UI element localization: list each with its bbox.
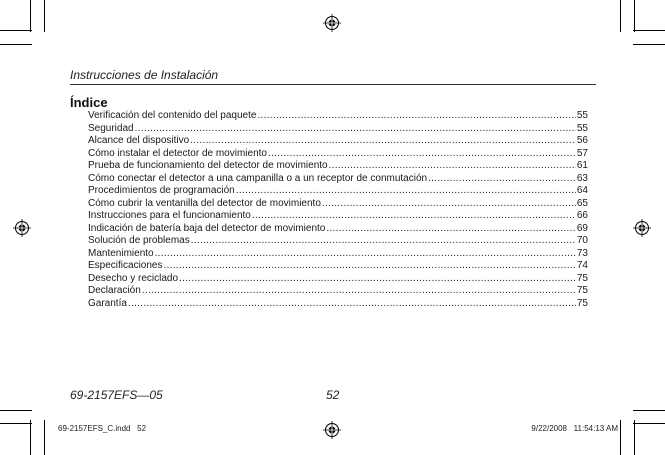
toc-entry-label: Verificación del contenido del paquete	[88, 110, 257, 121]
toc-entry-label: Prueba de funcionamiento del detector de movimiento	[88, 160, 328, 171]
toc-entry-page: 55	[576, 122, 588, 134]
toc-entry-label: Cómo conectar el detector a una campanilla o a un receptor de conmutación	[88, 172, 428, 184]
toc-entry-label: Seguridad	[88, 122, 134, 134]
toc-entry-page: 56	[576, 135, 588, 146]
toc-entry[interactable]	[88, 285, 588, 298]
toc-entry-label: Especificaciones	[88, 260, 163, 271]
toc-leader	[236, 185, 576, 198]
toc-entry-label: Garantía	[88, 297, 127, 309]
crop-mark-icon	[634, 420, 635, 455]
crop-mark-icon	[633, 44, 665, 45]
toc-leader	[163, 260, 575, 273]
crop-mark-icon	[44, 0, 45, 32]
toc-entry[interactable]	[88, 135, 588, 148]
registration-target-icon	[13, 219, 31, 237]
toc-leader	[128, 298, 576, 311]
toc-entry-page: 57	[576, 147, 588, 159]
toc-leader	[322, 198, 576, 211]
toc-entry-page: 64	[576, 185, 588, 196]
toc-leader	[190, 135, 576, 148]
toc-entry[interactable]	[88, 123, 588, 136]
crop-mark-icon	[30, 420, 31, 455]
toc-entry-label: Mantenimiento	[88, 247, 154, 259]
toc-entry[interactable]	[88, 160, 588, 173]
toc-entry-label: Procedimientos de programación	[88, 185, 235, 196]
toc-entry-label: Instrucciones para el funcionamiento	[88, 210, 251, 221]
crop-mark-icon	[634, 0, 635, 32]
crop-mark-icon	[633, 410, 665, 411]
toc-entry-label: Cómo instalar el detector de movimiento	[88, 147, 267, 159]
toc-entry-page: 55	[576, 110, 588, 121]
crop-mark-icon	[633, 423, 665, 424]
toc-entry-label: Cómo cubrir la ventanilla del detector de movimiento	[88, 197, 321, 209]
toc-entry[interactable]	[88, 148, 588, 161]
registration-target-icon	[323, 421, 341, 439]
toc-leader	[142, 285, 576, 298]
toc-entry[interactable]	[88, 235, 588, 248]
toc-entry[interactable]	[88, 110, 588, 123]
toc-entry-page: 70	[576, 235, 588, 246]
crop-mark-icon	[30, 0, 31, 32]
toc-entry[interactable]	[88, 223, 588, 236]
toc-entry-page: 61	[576, 160, 588, 171]
toc-entry[interactable]	[88, 298, 588, 311]
toc-entry-label: Indicación de batería baja del detector de movimiento	[88, 222, 326, 234]
toc-entry-page: 75	[576, 285, 588, 296]
toc-entry[interactable]	[88, 210, 588, 223]
toc-list	[88, 110, 588, 310]
crop-mark-icon	[0, 410, 32, 411]
toc-leader	[155, 248, 576, 261]
toc-leader	[257, 110, 575, 123]
toc-entry-label: Alcance del dispositivo	[88, 135, 190, 146]
toc-entry[interactable]	[88, 260, 588, 273]
crop-mark-icon	[44, 420, 45, 455]
toc-leader	[326, 223, 576, 236]
toc-leader	[252, 210, 576, 223]
running-header: Instrucciones de Instalación	[70, 68, 219, 82]
toc-entry-page: 65	[576, 197, 588, 209]
toc-entry-page: 73	[576, 247, 588, 259]
crop-mark-icon	[0, 30, 32, 31]
toc-leader	[135, 123, 576, 136]
document-number: 69-2157EFS—05	[70, 388, 163, 402]
registration-target-icon	[323, 14, 341, 32]
crop-mark-icon	[0, 44, 32, 45]
toc-leader	[329, 160, 576, 173]
toc-entry-label: Solución de problemas	[88, 235, 190, 246]
toc-entry-page: 69	[576, 222, 588, 234]
crop-mark-icon	[0, 423, 32, 424]
toc-leader	[191, 235, 576, 248]
toc-entry-page: 63	[576, 172, 588, 184]
toc-entry[interactable]	[88, 198, 588, 211]
crop-mark-icon	[620, 0, 621, 32]
toc-entry[interactable]	[88, 273, 588, 286]
toc-entry-page: 74	[576, 260, 588, 271]
crop-mark-icon	[620, 420, 621, 455]
toc-leader	[179, 273, 576, 286]
crop-mark-icon	[633, 30, 665, 31]
toc-leader	[268, 148, 576, 161]
toc-entry[interactable]	[88, 185, 588, 198]
toc-title: Índice	[70, 95, 108, 110]
toc-entry-label: Desecho y reciclado	[88, 272, 179, 284]
slug-file-name: 69-2157EFS_C.indd 52	[58, 424, 147, 433]
toc-entry[interactable]	[88, 248, 588, 261]
toc-entry-page: 75	[576, 272, 588, 284]
page-number: 52	[326, 388, 340, 402]
registration-target-icon	[633, 219, 651, 237]
toc-entry-page: 66	[576, 210, 588, 221]
toc-entry[interactable]	[88, 173, 588, 186]
header-rule	[70, 84, 596, 85]
toc-leader	[428, 173, 576, 186]
toc-entry-label: Declaración	[88, 285, 141, 296]
toc-entry-page: 75	[576, 297, 588, 309]
slug-timestamp: 9/22/2008 11:54:13 AM	[531, 424, 618, 433]
